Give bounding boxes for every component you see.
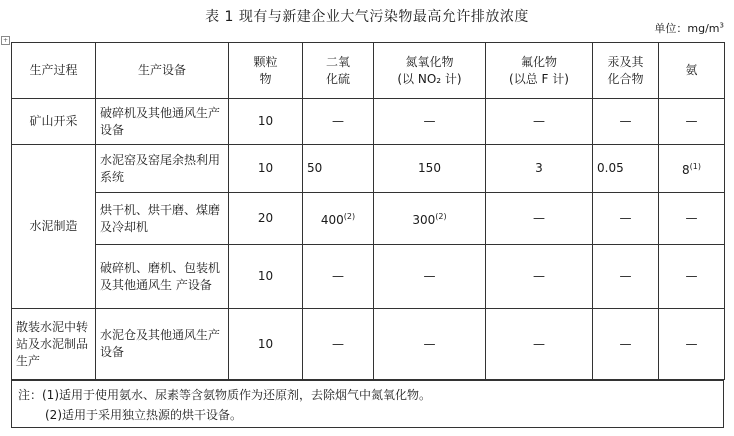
nox-cell bbox=[374, 193, 486, 245]
ammonia-cell: — bbox=[659, 99, 725, 145]
nox-cell: — bbox=[374, 309, 486, 380]
header-nox-line1: 氮氧化物 bbox=[405, 54, 454, 69]
nox-cell: 150 bbox=[374, 145, 486, 193]
so2-value: 400 bbox=[320, 213, 344, 227]
ammonia-cell: — bbox=[659, 245, 725, 309]
ammonia-cell: — bbox=[659, 309, 725, 380]
equipment-cell: 烘干机、烘干磨、煤磨及冷却机 bbox=[96, 193, 229, 245]
note-1: 注：(1)适用于使用氨水、尿素等含氨物质作为还原剂，去除烟气中氮氧化物。 bbox=[18, 388, 432, 402]
table-row bbox=[12, 245, 725, 309]
equipment-cell: 水泥窑及窑尾余热利用系统 bbox=[96, 145, 229, 193]
header-row bbox=[12, 43, 725, 99]
fluoride-cell: — bbox=[486, 99, 593, 145]
so2-cell: 50 bbox=[303, 145, 374, 193]
unit-value: mg/m bbox=[687, 22, 720, 35]
header-so2-line1: 二氧 bbox=[325, 54, 350, 69]
table-title: 表 1 现有与新建企业大气污染物最高允许排放浓度 bbox=[205, 9, 529, 25]
header-mercury-line2: 化合物 bbox=[607, 71, 644, 86]
header-so2-line2: 化硫 bbox=[325, 71, 350, 86]
header-fluoride bbox=[486, 43, 593, 99]
unit-exponent: 3 bbox=[719, 21, 724, 30]
emission-limits-table bbox=[11, 42, 725, 380]
fluoride-cell: 3 bbox=[486, 145, 593, 193]
mercury-cell: — bbox=[593, 245, 659, 309]
header-particulate bbox=[229, 43, 303, 99]
nox-cell: — bbox=[374, 245, 486, 309]
table-notes bbox=[11, 380, 724, 428]
process-cell: 水泥制造 bbox=[12, 145, 96, 309]
mercury-cell: — bbox=[593, 193, 659, 245]
fluoride-cell: — bbox=[486, 193, 593, 245]
equipment-cell: 破碎机、磨机、包装机及其他通风生 产设备 bbox=[96, 245, 229, 309]
so2-cell: — bbox=[303, 309, 374, 380]
nox-value: 300 bbox=[412, 213, 436, 227]
mercury-cell: 0.05 bbox=[593, 145, 659, 193]
process-cell: 矿山开采 bbox=[12, 99, 96, 145]
particulate-cell: 10 bbox=[229, 245, 303, 309]
mercury-cell: — bbox=[593, 309, 659, 380]
ammonia-value: 8 bbox=[682, 163, 690, 177]
nox-cell: — bbox=[374, 99, 486, 145]
table-row bbox=[12, 99, 725, 145]
fluoride-cell: — bbox=[486, 245, 593, 309]
unit-label bbox=[654, 20, 724, 36]
header-process: 生产过程 bbox=[12, 43, 96, 99]
note-2: (2)适用于采用独立热源的烘干设备。 bbox=[45, 408, 242, 422]
header-ammonia: 氨 bbox=[659, 43, 725, 99]
header-mercury bbox=[593, 43, 659, 99]
ammonia-cell bbox=[659, 145, 725, 193]
header-fluoride-line1: 氟化物 bbox=[520, 54, 557, 69]
mercury-cell: — bbox=[593, 99, 659, 145]
header-equipment: 生产设备 bbox=[96, 43, 229, 99]
header-particulate-line1: 颗粒 bbox=[253, 54, 278, 69]
particulate-cell: 10 bbox=[229, 99, 303, 145]
particulate-cell: 10 bbox=[229, 309, 303, 380]
header-nox bbox=[374, 43, 486, 99]
header-particulate-line2: 物 bbox=[259, 71, 272, 86]
unit-prefix: 单位： bbox=[654, 22, 688, 35]
table-row bbox=[12, 309, 725, 380]
fluoride-cell: — bbox=[486, 309, 593, 380]
table-row bbox=[12, 193, 725, 245]
equipment-cell: 水泥仓及其他通风生产设备 bbox=[96, 309, 229, 380]
header-fluoride-line2: (以总 F 计) bbox=[509, 71, 569, 86]
particulate-cell: 10 bbox=[229, 145, 303, 193]
footnote-marker: (2) bbox=[435, 212, 447, 221]
process-cell: 散装水泥中转站及水泥制品生产 bbox=[12, 309, 96, 380]
so2-cell: — bbox=[303, 245, 374, 309]
header-mercury-line1: 汞及其 bbox=[607, 54, 644, 69]
equipment-cell: 破碎机及其他通风生产设备 bbox=[96, 99, 229, 145]
footnote-marker: (2) bbox=[343, 212, 356, 221]
table-row bbox=[12, 145, 725, 193]
header-so2 bbox=[303, 43, 374, 99]
so2-cell bbox=[303, 193, 374, 245]
header-nox-line2: (以 NO₂ 计) bbox=[397, 71, 462, 86]
particulate-cell: 20 bbox=[229, 193, 303, 245]
table-anchor-icon[interactable]: + bbox=[2, 37, 9, 44]
so2-cell: — bbox=[303, 99, 374, 145]
footnote-marker: (1) bbox=[689, 162, 701, 171]
ammonia-cell: — bbox=[659, 193, 725, 245]
